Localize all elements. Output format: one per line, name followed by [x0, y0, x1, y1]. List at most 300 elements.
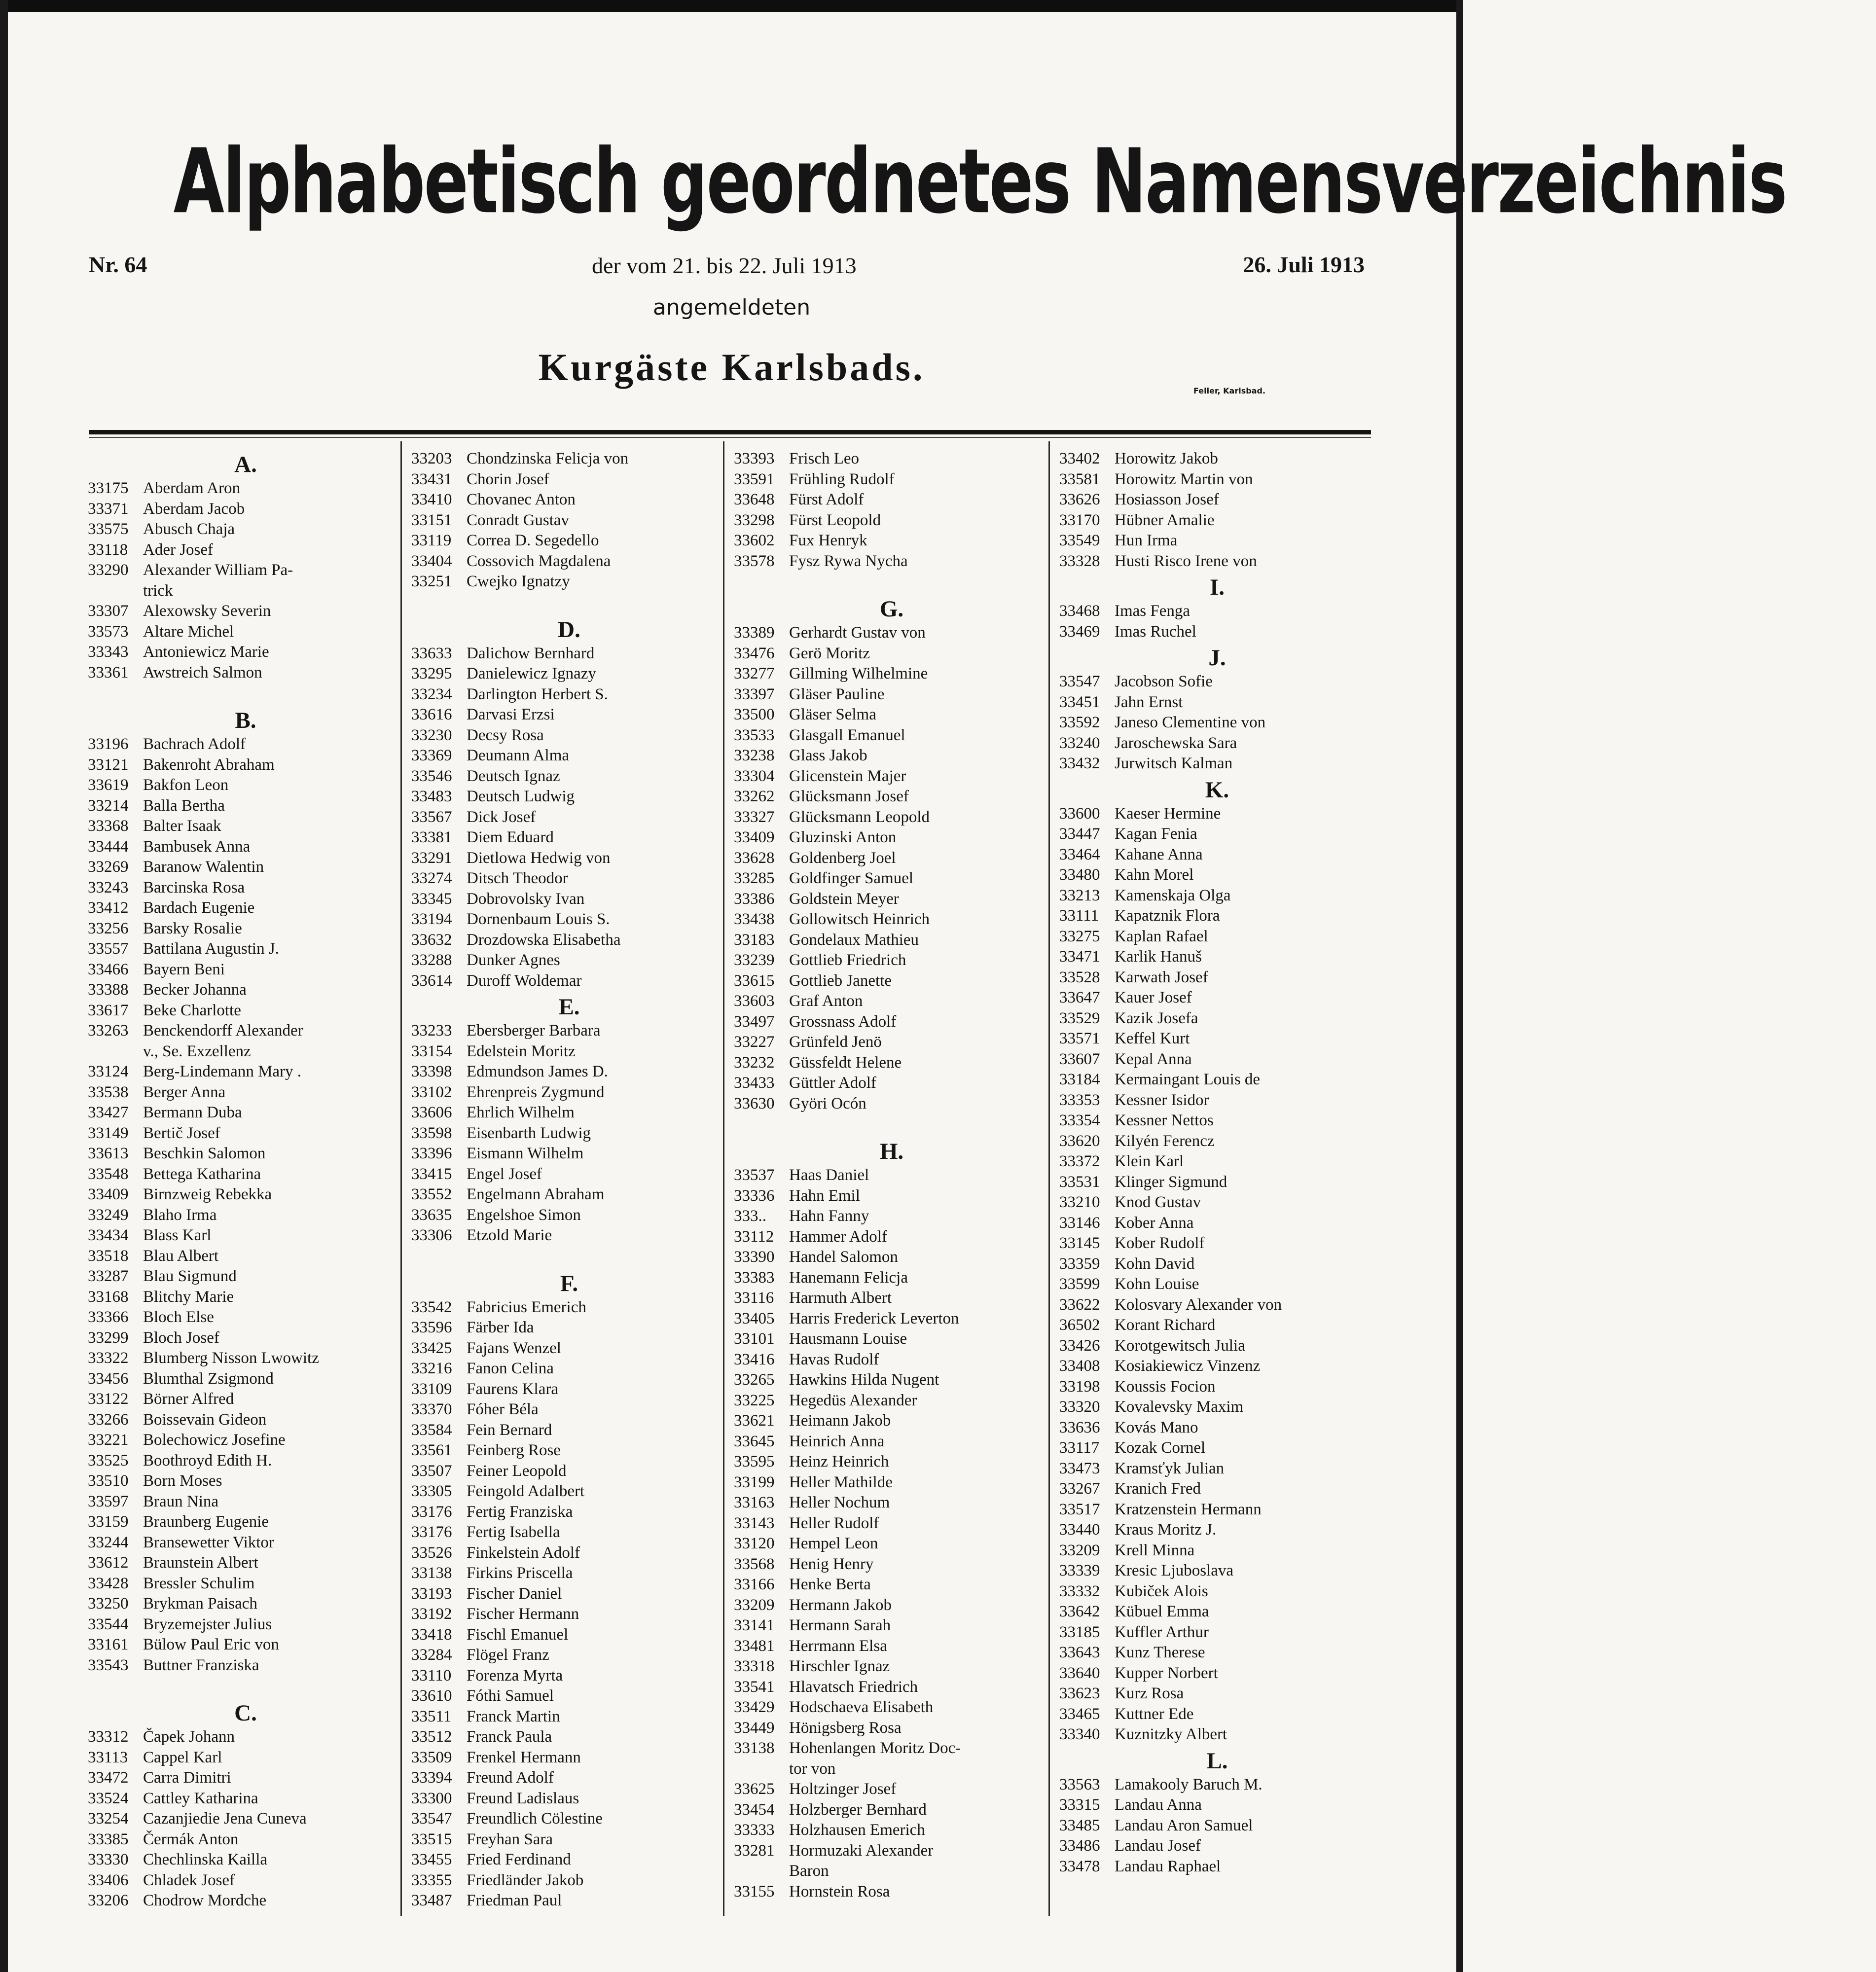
- guest-entry: [88, 1164, 403, 1185]
- guest-name: Hlavatsch Friedrich: [789, 1678, 918, 1696]
- guest-number: 33343: [88, 643, 129, 661]
- guest-entry: [411, 1850, 727, 1870]
- guest-number: 33275: [1059, 927, 1100, 945]
- section-spacer: [734, 1114, 1049, 1136]
- guest-name: Freundlich Cölestine: [467, 1810, 603, 1828]
- guest-entry: [88, 478, 403, 499]
- guest-entry: [411, 1225, 727, 1246]
- guest-name: Jahn Ernst: [1115, 693, 1183, 711]
- guest-number: 33166: [734, 1576, 775, 1593]
- guest-entry: [88, 1850, 403, 1870]
- guest-number: 33213: [1059, 886, 1100, 904]
- guest-number: 33112: [734, 1227, 774, 1246]
- guest-entry: [1059, 1438, 1375, 1459]
- guest-number: 33451: [1059, 693, 1100, 711]
- guest-name: Dick Josef: [467, 808, 536, 826]
- guest-entry: [1059, 845, 1375, 865]
- guest-number: 33546: [411, 767, 452, 785]
- guest-entry: [734, 1452, 1049, 1472]
- guest-entry: [734, 971, 1049, 992]
- guest-entry: [734, 1677, 1049, 1698]
- guest-entry: [1059, 1684, 1375, 1704]
- guest-entry: [411, 1789, 727, 1809]
- guest-name: Bayern Beni: [143, 960, 225, 978]
- guest-entry: [734, 644, 1049, 664]
- guest-number: 33300: [411, 1789, 452, 1807]
- guest-number: 33285: [734, 869, 775, 887]
- guest-name: Jaroschewska Sara: [1115, 734, 1237, 752]
- guest-number: 33355: [411, 1871, 452, 1889]
- guest-entry: [1059, 1663, 1375, 1684]
- guest-number: 33345: [411, 890, 452, 908]
- guest-name: Gondelaux Mathieu: [789, 931, 919, 949]
- guest-number: 33256: [88, 919, 129, 937]
- subtitle: angemeldeten: [652, 295, 811, 320]
- guest-entry: [88, 1205, 403, 1226]
- guest-number: 33557: [88, 940, 129, 958]
- guest-number: 33121: [88, 755, 129, 774]
- guest-number: 33427: [88, 1104, 129, 1121]
- guest-number: 33111: [1059, 907, 1099, 925]
- guest-entry: [1059, 1213, 1375, 1234]
- section-letter: F.: [560, 1270, 578, 1296]
- guest-name: Güssfeldt Helene: [789, 1053, 902, 1072]
- guest-entry: [411, 1164, 727, 1185]
- guest-entry: [734, 1636, 1049, 1657]
- guest-entry: [411, 551, 727, 572]
- guest-number: 33607: [1059, 1050, 1100, 1068]
- guest-entry: [734, 1554, 1049, 1575]
- guest-number: 33524: [88, 1789, 129, 1807]
- guest-entry: [1059, 1795, 1375, 1816]
- guest-name: Bloch Else: [143, 1308, 214, 1326]
- guest-name: Grossnass Adolf: [789, 1012, 897, 1031]
- guest-entry: [734, 1534, 1049, 1554]
- guest-entry: [88, 1307, 403, 1328]
- guest-number: 33196: [88, 735, 129, 753]
- guest-number: 33339: [1059, 1562, 1100, 1579]
- guest-number: 33620: [1059, 1132, 1100, 1150]
- guest-name: Kolosvary Alexander von: [1115, 1295, 1282, 1314]
- section-spacer: [411, 1246, 727, 1268]
- guest-entry: [411, 1205, 727, 1226]
- guest-name: Finkelstein Adolf: [467, 1543, 580, 1562]
- guest-name: Kessner Isidor: [1115, 1091, 1209, 1109]
- guest-number: 33544: [88, 1615, 129, 1633]
- guest-name: Čermák Anton: [143, 1830, 239, 1848]
- guest-name: Kilyén Ferencz: [1115, 1132, 1215, 1150]
- guest-entry: [88, 1062, 403, 1082]
- guest-entry: [1059, 804, 1375, 825]
- guest-name: Gläser Selma: [789, 706, 876, 723]
- guest-name: Cazanjiedie Jena Cuneva: [143, 1810, 307, 1828]
- guest-number: 33390: [734, 1248, 775, 1266]
- guest-number: 33619: [88, 776, 129, 794]
- guest-name: Bressler Schulim: [143, 1574, 255, 1592]
- guest-entry: [88, 1614, 403, 1635]
- guest-entry: [1059, 1643, 1375, 1663]
- guest-number: 33626: [1059, 491, 1100, 508]
- guest-entry: [88, 1870, 403, 1891]
- guest-name: Deumann Alma: [467, 747, 570, 764]
- guest-number: 33602: [734, 532, 775, 549]
- section-letter: H.: [879, 1139, 904, 1164]
- guest-entry: [1059, 1816, 1375, 1836]
- guest-entry: [1059, 1254, 1375, 1275]
- guest-entry: [411, 1297, 727, 1318]
- guest-name: Ehrlich Wilhelm: [467, 1104, 575, 1121]
- section-letter: L.: [1206, 1748, 1228, 1774]
- guest-number: 33447: [1059, 825, 1100, 843]
- guest-name: Bettega Katharina: [143, 1165, 261, 1183]
- guest-name: Holzhausen Emerich: [789, 1821, 925, 1839]
- guest-entry: [411, 684, 727, 705]
- guest-entry: [88, 775, 403, 796]
- guest-name: Kepal Anna: [1115, 1050, 1192, 1068]
- guest-entry: [1059, 988, 1375, 1008]
- guest-number: 33507: [411, 1462, 452, 1480]
- guest-number: 33238: [734, 747, 775, 764]
- guest-number: 33552: [411, 1185, 452, 1203]
- guest-number: 33168: [88, 1288, 129, 1306]
- guest-name: Bambusek Anna: [143, 837, 251, 856]
- guest-number: 33284: [411, 1646, 452, 1664]
- guest-name: Fischer Hermann: [467, 1605, 579, 1623]
- guest-entry: [734, 1012, 1049, 1033]
- guest-number: 33418: [411, 1625, 452, 1644]
- guest-entry: [1059, 1172, 1375, 1193]
- guest-number: 33163: [734, 1494, 775, 1511]
- guest-name: Fürst Adolf: [789, 491, 864, 508]
- guest-name: Glücksmann Josef: [789, 788, 909, 805]
- guest-number: 33274: [411, 869, 452, 887]
- guest-name: Blumthal Zsigmond: [143, 1369, 274, 1388]
- guest-name: Kurz Rosa: [1115, 1685, 1184, 1702]
- guest-name: Heinz Heinrich: [789, 1453, 889, 1470]
- guest-number: 33176: [411, 1503, 452, 1521]
- guest-number: 33397: [734, 685, 775, 703]
- guest-entry: [88, 939, 403, 960]
- guest-entry: [734, 1800, 1049, 1821]
- guest-number: 33515: [411, 1830, 452, 1848]
- guest-name: Harris Frederick Leverton: [789, 1309, 959, 1327]
- guest-entry: [88, 1082, 403, 1103]
- guest-name: Glass Jakob: [789, 747, 867, 764]
- guest-number: 33340: [1059, 1725, 1100, 1743]
- guest-entry: [411, 930, 727, 951]
- guest-name: Bermann Duba: [143, 1104, 242, 1121]
- guest-name: Klein Karl: [1115, 1152, 1184, 1170]
- guest-number: 33353: [1059, 1091, 1100, 1109]
- guest-entry: [1059, 906, 1375, 927]
- guest-entry: [734, 1247, 1049, 1268]
- guest-name: Henig Henry: [789, 1555, 874, 1573]
- guest-name: Kahn Morel: [1115, 866, 1194, 884]
- guest-number: 33487: [411, 1892, 452, 1909]
- guest-number: 33361: [88, 663, 129, 681]
- guest-entry: [411, 1748, 727, 1768]
- guest-entry: [734, 1227, 1049, 1248]
- guest-name: Kapatznik Flora: [1115, 907, 1220, 925]
- guest-entry: [88, 560, 403, 581]
- guest-entry: [88, 499, 403, 520]
- guest-number: 33633: [411, 644, 452, 662]
- guest-number: 33548: [88, 1165, 129, 1183]
- guest-name: Haas Daniel: [789, 1166, 869, 1184]
- guest-entry: [734, 746, 1049, 766]
- guest-number: 33254: [88, 1810, 129, 1828]
- guest-entry: [411, 1584, 727, 1605]
- guest-name: Hosiasson Josef: [1115, 491, 1219, 508]
- guest-entry: [1059, 449, 1375, 469]
- guest-name: Kohn David: [1115, 1255, 1195, 1273]
- guest-entry: [1059, 1131, 1375, 1152]
- guest-name: Herrmann Elsa: [789, 1637, 887, 1655]
- guest-entry: [88, 1553, 403, 1574]
- guest-name: Hodschaeva Elisabeth: [789, 1698, 934, 1716]
- guest-name: Gläser Pauline: [789, 685, 885, 703]
- guest-entry: [411, 889, 727, 910]
- guest-number: 33143: [734, 1514, 775, 1532]
- guest-name: Beke Charlotte: [143, 1001, 241, 1019]
- guest-number: 33290: [88, 561, 129, 579]
- guest-entry: [1059, 1315, 1375, 1336]
- guest-number: 33468: [1059, 602, 1100, 620]
- guest-name: Kupper Norbert: [1115, 1664, 1218, 1682]
- guest-number: 33595: [734, 1453, 775, 1470]
- guest-entry: [1059, 1356, 1375, 1377]
- guest-number: 33440: [1059, 1521, 1100, 1539]
- guest-number: 33568: [734, 1555, 775, 1573]
- guest-number: 33372: [1059, 1152, 1100, 1170]
- guest-number: 33628: [734, 849, 775, 867]
- guest-number: 33159: [88, 1513, 129, 1531]
- guest-name: Cwejko Ignatzy: [467, 573, 570, 590]
- guest-number: 33333: [734, 1821, 775, 1839]
- guest-name: Duroff Woldemar: [467, 971, 582, 990]
- guest-name: Harmuth Albert: [789, 1289, 892, 1307]
- guest-entry: [88, 1748, 403, 1768]
- guest-name: Eisenbarth Ludwig: [467, 1124, 591, 1142]
- guest-entry: [88, 1891, 403, 1911]
- guest-entry: [734, 1697, 1049, 1718]
- guest-entry: [411, 1399, 727, 1420]
- guest-number: 33101: [734, 1330, 775, 1348]
- guest-entry: [1059, 1336, 1375, 1357]
- guest-name: Kazik Josefa: [1115, 1009, 1198, 1027]
- guest-name: Handel Salomon: [789, 1248, 898, 1266]
- guest-name: Hornstein Rosa: [789, 1882, 890, 1900]
- guest-number: 33630: [734, 1094, 775, 1112]
- guest-number: 33426: [1059, 1336, 1100, 1355]
- guest-number: 33113: [88, 1748, 128, 1766]
- guest-name: Braunstein Albert: [143, 1554, 258, 1572]
- guest-name: Cossovich Magdalena: [467, 552, 611, 570]
- guest-number: 33119: [411, 532, 452, 549]
- guest-name: Frühling Rudolf: [789, 470, 895, 488]
- guest-number: 33615: [734, 971, 775, 990]
- guest-number: 33298: [734, 511, 775, 529]
- guest-name: Correa D. Segedello: [467, 532, 599, 549]
- guest-name: Gerö Moritz: [789, 644, 870, 662]
- guest-name: Buttner Franziska: [143, 1656, 259, 1674]
- guest-entry: [734, 827, 1049, 848]
- guest-number: 33151: [411, 511, 452, 529]
- guest-entry: [411, 1809, 727, 1829]
- guest-number: 33146: [1059, 1214, 1100, 1232]
- guest-name: Kamenskaja Olga: [1115, 886, 1231, 904]
- guest-entry: [734, 1309, 1049, 1329]
- guest-number: 33538: [88, 1083, 129, 1101]
- guest-entry: [411, 490, 727, 510]
- guest-entry: [734, 848, 1049, 869]
- guest-entry: [88, 1246, 403, 1267]
- guest-number: 33192: [411, 1605, 452, 1623]
- guest-name: Henke Berta: [789, 1576, 871, 1593]
- guest-name: Drozdowska Elisabetha: [467, 931, 621, 949]
- guest-number: 33371: [88, 500, 129, 518]
- guest-name: Gerhardt Gustav von: [789, 624, 926, 642]
- guest-entry: [734, 1391, 1049, 1411]
- guest-number: 33232: [734, 1053, 775, 1072]
- guest-name: Havas Rudolf: [789, 1350, 879, 1368]
- guest-name: Birnzweig Rebekka: [143, 1185, 272, 1203]
- guest-number: 33234: [411, 685, 452, 703]
- guest-number: 33596: [411, 1319, 452, 1336]
- guest-entry: [1059, 947, 1375, 968]
- guest-number: 33227: [734, 1033, 775, 1051]
- guest-entry: [88, 898, 403, 919]
- guest-name: Blitchy Marie: [143, 1288, 234, 1306]
- guest-entry: [411, 1420, 727, 1441]
- guest-name: Becker Johanna: [143, 981, 247, 999]
- guest-name: Fóher Béla: [467, 1400, 539, 1418]
- guest-entry: [1059, 865, 1375, 886]
- guest-number: 33636: [1059, 1418, 1100, 1436]
- guest-name: Hausmann Louise: [789, 1330, 907, 1348]
- guest-name: Gottlieb Friedrich: [789, 951, 906, 969]
- guest-entry: [411, 1563, 727, 1584]
- guest-name: Flögel Franz: [467, 1646, 549, 1664]
- guest-entry: [1059, 531, 1375, 551]
- guest-number: 33288: [411, 951, 452, 969]
- guest-entry: [88, 519, 403, 540]
- guest-name: Deutsch Ignaz: [467, 767, 560, 785]
- guest-entry: [734, 1615, 1049, 1636]
- guest-name: Glasgall Emanuel: [789, 726, 905, 744]
- guest-number: 33497: [734, 1012, 775, 1031]
- guest-entry: [1059, 1857, 1375, 1877]
- guest-name: Klinger Sigmund: [1115, 1173, 1227, 1191]
- guest-number: 33233: [411, 1022, 452, 1040]
- guest-entry: [88, 1635, 403, 1655]
- guest-number: 33262: [734, 788, 775, 805]
- guest-name: Hahn Fanny: [789, 1207, 869, 1225]
- guest-entry: [88, 1144, 403, 1164]
- header-rule-thick: [89, 430, 1371, 434]
- guest-entry: [411, 1082, 727, 1103]
- guest-entry: [734, 1738, 1049, 1759]
- guest-entry: [734, 807, 1049, 828]
- guest-name: Bolechowicz Josefine: [143, 1431, 286, 1449]
- guest-entry: [734, 510, 1049, 531]
- guest-entry: [88, 857, 403, 878]
- guest-entry: [734, 950, 1049, 971]
- guest-entry: [411, 1666, 727, 1686]
- guest-name: Bardach Eugenie: [143, 899, 255, 917]
- guest-entry: [734, 1882, 1049, 1902]
- guest-number: 33203: [411, 450, 452, 467]
- guest-number: 33645: [734, 1432, 775, 1450]
- guest-name: Husti Risco Irene von: [1115, 552, 1257, 570]
- guest-name: Baranow Walentin: [143, 858, 264, 876]
- guest-number: 33429: [734, 1698, 775, 1716]
- guest-entry: [88, 1655, 403, 1676]
- guest-entry: [734, 1288, 1049, 1309]
- guest-number: 33263: [88, 1022, 129, 1040]
- guest-name: Bertič Josef: [143, 1124, 220, 1142]
- guest-entry: [734, 1329, 1049, 1350]
- guest-name: Glicenstein Majer: [789, 767, 906, 785]
- guest-entry: [1059, 1090, 1375, 1111]
- guest-number: 33149: [88, 1124, 129, 1142]
- guest-number: 33209: [1059, 1541, 1100, 1559]
- issue-date: 26. Juli 1913: [1243, 252, 1365, 277]
- guest-name: Chondzinska Felicja von: [467, 450, 629, 467]
- guest-entry: [411, 827, 727, 848]
- guest-entry: [411, 1707, 727, 1727]
- guest-entry: [411, 1379, 727, 1400]
- section-letter: I.: [1209, 574, 1225, 600]
- guest-entry: [1059, 1070, 1375, 1090]
- guest-number: 33393: [734, 450, 775, 467]
- guest-entry: [411, 950, 727, 971]
- guest-name: Imas Fenga: [1115, 602, 1191, 620]
- guest-entry: [88, 837, 403, 858]
- guest-number: 33433: [734, 1074, 775, 1092]
- guest-number: 33366: [88, 1308, 129, 1326]
- guest-entry: [734, 1094, 1049, 1114]
- guest-number: 33547: [1059, 673, 1100, 690]
- guest-name: Korotgewitsch Julia: [1115, 1336, 1245, 1355]
- guest-number: 33623: [1059, 1685, 1100, 1702]
- guest-entry: [1059, 1541, 1375, 1561]
- guest-number: 33472: [88, 1769, 129, 1787]
- issue-number: Nr. 64: [89, 252, 147, 277]
- guest-name: Antoniewicz Marie: [143, 643, 269, 661]
- guest-number: 33216: [411, 1360, 452, 1377]
- guest-name: Bakenroht Abraham: [143, 755, 275, 774]
- guest-name: Börner Alfred: [143, 1390, 234, 1408]
- guest-name: Blass Karl: [143, 1226, 212, 1244]
- guest-name: Conradt Gustav: [467, 511, 570, 529]
- guest-number: 33109: [411, 1380, 452, 1398]
- guest-name: Blaho Irma: [143, 1206, 217, 1224]
- guest-number: 33621: [734, 1412, 775, 1430]
- guest-entry: [88, 1430, 403, 1451]
- guest-name: Kresic Ljuboslava: [1115, 1562, 1234, 1579]
- guest-entry: [1059, 1418, 1375, 1438]
- guest-name: Hirschler Ignaz: [789, 1657, 890, 1675]
- guest-entry: [88, 816, 403, 837]
- guest-number: 33307: [88, 602, 129, 620]
- guest-entry: [1059, 713, 1375, 733]
- guest-entry: [88, 1021, 403, 1041]
- guest-name: Fischer Daniel: [467, 1584, 562, 1603]
- guest-name: Aberdam Jacob: [143, 500, 245, 518]
- guest-name: Chovanec Anton: [467, 491, 576, 508]
- guest-entry: [411, 1604, 727, 1625]
